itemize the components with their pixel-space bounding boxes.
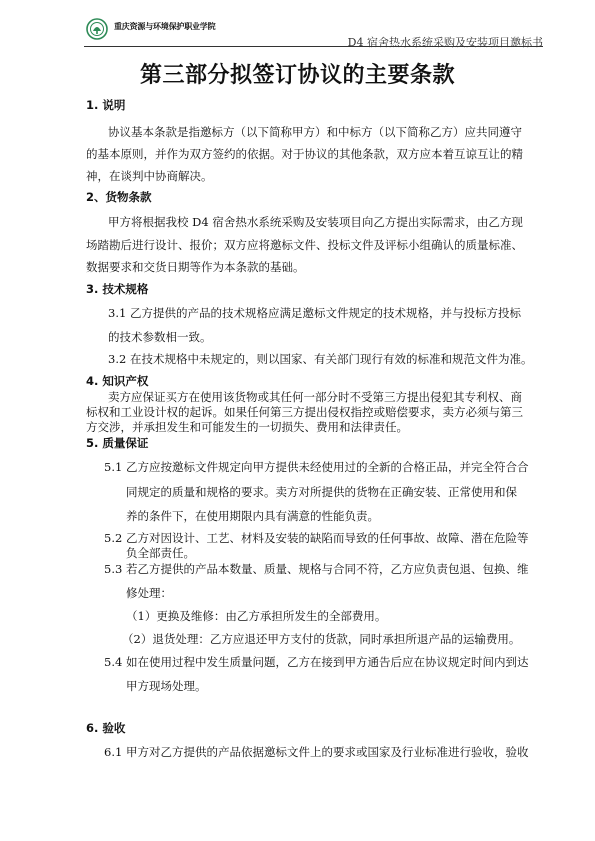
section-heading-6: 6. 验收 [86, 721, 126, 735]
paragraph-line: 神，在谈判中协商解决。 [86, 169, 213, 183]
organization-name: 重庆资源与环境保护职业学院 [114, 22, 216, 31]
paragraph-line: 甲方将根据我校 D4 宿舍热水系统采购及安装项目向乙方提出实际需求，由乙方现 [108, 215, 523, 229]
school-logo-icon [86, 18, 108, 40]
paragraph-line: 的基本原则，并作为双方签约的依据。对于协议的其他条款，双方应本着互谅互让的精 [86, 147, 523, 161]
paragraph-line: （1）更换及维修：由乙方承担所发生的全部费用。 [126, 609, 387, 623]
paragraph-line: 3.2 在技术规格中未规定的，则以国家、有关部门现行有效的标准和规范文件为准。 [108, 352, 533, 366]
paragraph-line: 5.1 乙方应按邀标文件规定向甲方提供未经使用过的全新的合格正品，并完全符合合 [104, 460, 529, 474]
paragraph-line: 数据要求和交货日期等作为本条款的基础。 [86, 260, 305, 274]
paragraph-line: 负全部责任。 [126, 546, 195, 560]
section-heading-2: 2、货物条款 [86, 190, 152, 204]
paragraph-line: 协议基本条款是指邀标方（以下简称甲方）和中标方（以下简称乙方）应共同遵守 [108, 125, 522, 139]
paragraph-line: 5.3 若乙方提供的产品本数量、质量、规格与合同不符，乙方应负责包退、包换、维 [104, 562, 529, 576]
page-title: 第三部分拟签订协议的主要条款 [139, 63, 455, 88]
paragraph-line: 卖方应保证买方在使用该货物或其任何一部分时不受第三方提出侵犯其专利权、商 [108, 390, 522, 404]
paragraph-line: 标权和工业设计权的起诉。如果任何第三方提出侵权指控或赔偿要求，卖方必须与第三 [86, 405, 523, 419]
paragraph-line: 修处理： [126, 586, 172, 600]
paragraph-line: 养的条件下，在使用期限内具有满意的性能负责。 [126, 509, 379, 523]
paragraph-line: 3.1 乙方提供的产品的技术规格应满足邀标文件规定的技术规格，并与投标方投标 [108, 306, 521, 320]
paragraph-line: （2）退货处理：乙方应退还甲方支付的货款，同时承担所退产品的运输费用。 [122, 632, 521, 646]
paragraph-line: 甲方现场处理。 [126, 679, 207, 693]
document-name: D4 宿舍热水系统采购及安装项目邀标书 [347, 36, 543, 49]
paragraph-line: 的技术参数相一致。 [108, 330, 212, 344]
section-heading-5: 5. 质量保证 [86, 436, 149, 450]
paragraph-line: 场踏勘后进行设计、报价；双方应将邀标文件、投标文件及评标小组确认的质量标准、 [86, 238, 523, 252]
paragraph-line: 5.2 乙方对因设计、工艺、材料及安装的缺陷而导致的任何事故、故障、潜在危险等 [104, 531, 529, 545]
paragraph-line: 6.1 甲方对乙方提供的产品依据邀标文件上的要求或国家及行业标准进行验收，验收 [104, 745, 529, 759]
section-heading-1: 1. 说明 [86, 98, 126, 112]
page-header [84, 14, 543, 47]
section-heading-3: 3. 技术规格 [86, 282, 149, 296]
section-heading-4: 4. 知识产权 [86, 374, 149, 388]
paragraph-line: 同规定的质量和规格的要求。卖方对所提供的货物在正确安装、正常使用和保 [126, 485, 517, 499]
paragraph-line: 5.4 如在使用过程中发生质量问题，乙方在接到甲方通告后应在协议规定时间内到达 [104, 655, 529, 669]
paragraph-line: 方交涉，并承担发生和可能发生的一切损失、费用和法律责任。 [86, 420, 408, 434]
